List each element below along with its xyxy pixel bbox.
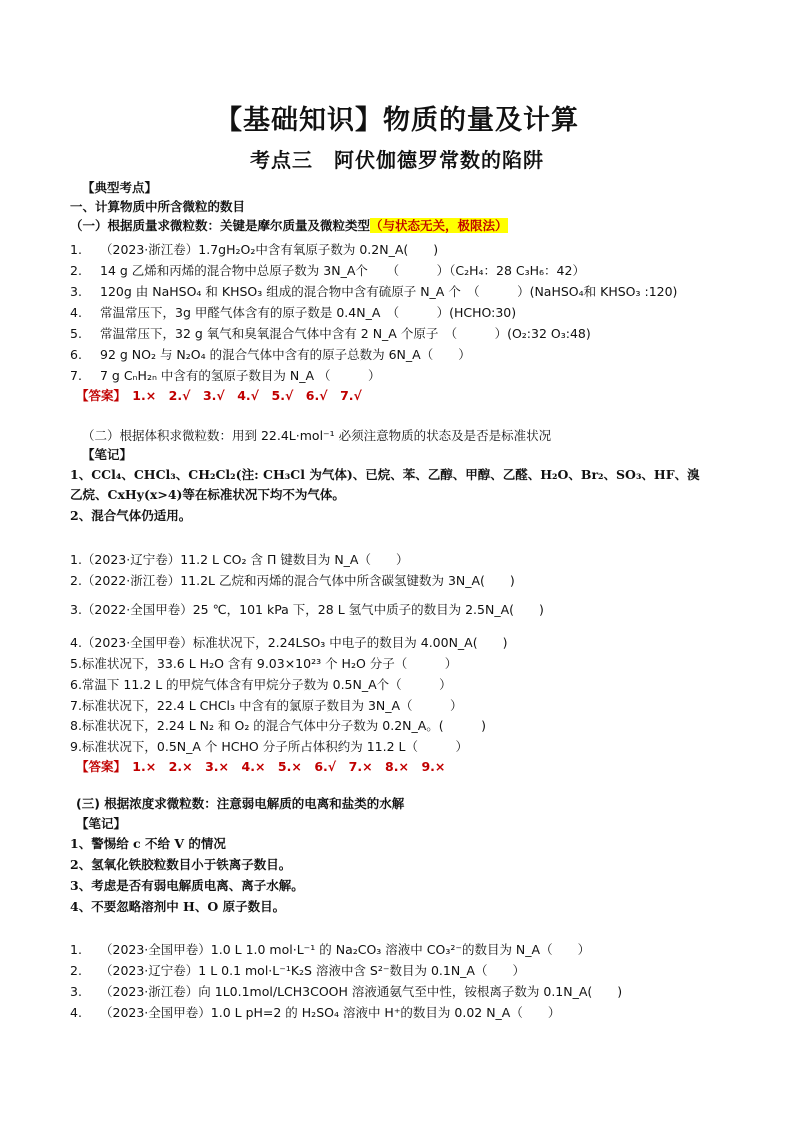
question-item: 2.（2022·浙江卷）11.2L 乙烷和丙烯的混合气体中所含碳氢键数为 3N_A( ) xyxy=(70,573,515,588)
question-item: 9.标准状况下，0.5N_A 个 HCHO 分子所占体积约为 11.2 L（ ） xyxy=(70,739,468,754)
question-number: 6. xyxy=(70,347,82,362)
highlight-note: （与状态无关，极限法） xyxy=(370,218,508,233)
question-item: 3.（2022·全国甲卷）25 ℃，101 kPa 下，28 L 氢气中质子的数目为 2.5N_A( ) xyxy=(70,602,544,617)
question-item xyxy=(70,305,516,321)
question-text: （2023·浙江卷）向 1L0.1mol/LCH3COOH 溶液通氨气至中性，铵根离子数为 0.1N_A( ) xyxy=(100,984,623,999)
question-number: 4. xyxy=(70,305,82,320)
question-item xyxy=(70,347,471,363)
question-item: 7.标准状况下，22.4 L CHCl₃ 中含有的氯原子数目为 3N_A（ ） xyxy=(70,698,463,713)
question-item xyxy=(70,263,585,279)
question-number: 1. xyxy=(70,242,82,257)
note-item: 乙烷、CxHy(x>4)等在标准状况下均不为气体。 xyxy=(70,487,345,502)
question-text: （2023·辽宁卷）1 L 0.1 mol·L⁻¹K₂S 溶液中含 S²⁻数目为 0.1N_A（ ） xyxy=(100,963,525,978)
question-number: 1. xyxy=(70,942,82,957)
subsection-heading: （二）根据体积求微粒数：用到 22.4L·mol⁻¹ 必须注意物质的状态及是否是标准状况 xyxy=(82,428,552,443)
question-item xyxy=(70,242,438,258)
question-item xyxy=(70,942,590,958)
question-number: 3. xyxy=(70,284,82,299)
question-text: 92 g NO₂ 与 N₂O₄ 的混合气体中含有的原子总数为 6N_A（ ） xyxy=(100,347,471,362)
question-item xyxy=(70,1005,560,1021)
answer-key: 【答案】 1.× 2.× 3.× 4.× 5.× 6.√ 7.× 8.× 9.× xyxy=(76,759,446,774)
question-item xyxy=(70,284,677,300)
question-text: 常温常压下，32 g 氧气和臭氧混合气体中含有 2 N_A 个原子 （ ）(O₂:32 O₃:48) xyxy=(100,326,591,341)
question-item: 5.标准状况下，33.6 L H₂O 含有 9.03×10²³ 个 H₂O 分子（ ） xyxy=(70,656,458,671)
question-text: 7 g CₙH₂ₙ 中含有的氢原子数目为 N_A （ ） xyxy=(100,368,381,383)
question-item xyxy=(70,963,525,979)
subsection-text: （一）根据质量求微粒数：关键是摩尔质量及微粒类型 xyxy=(70,218,371,233)
note-item: 1、警惕给 c 不给 V 的情况 xyxy=(70,836,226,851)
note-item: 1、CCl₄、CHCl₃、CH₂Cl₂(注: CH₃Cl 为气体)、已烷、苯、乙醇、甲醇、乙醛、H₂O、Br₂、SO₃、HF、溴 xyxy=(70,467,700,482)
notes-label: 【笔记】 xyxy=(76,816,127,831)
question-number: 2. xyxy=(70,963,82,978)
note-item: 2、氢氧化铁胶粒数目小于铁离子数目。 xyxy=(70,857,292,872)
question-item: 6.常温下 11.2 L 的甲烷气体含有甲烷分子数为 0.5N_A个（ ） xyxy=(70,677,452,692)
question-text: （2023·全国甲卷）1.0 L 1.0 mol·L⁻¹ 的 Na₂CO₃ 溶液中 CO₃²⁻的数目为 N_A（ ） xyxy=(100,942,591,957)
section-heading: 一、计算物质中所含微粒的数目 xyxy=(70,199,246,214)
note-item: 4、不要忽略溶剂中 H、O 原子数目。 xyxy=(70,899,286,914)
notes-label: 【笔记】 xyxy=(82,447,133,462)
note-item: 2、混合气体仍适用。 xyxy=(70,508,192,523)
question-item xyxy=(70,984,622,1000)
question-text: （2023·浙江卷）1.7gH₂O₂中含有氧原子数为 0.2N_A( ) xyxy=(100,242,439,257)
subsection-heading: (三) 根据浓度求微粒数：注意弱电解质的电离和盐类的水解 xyxy=(76,796,405,811)
question-text: （2023·全国甲卷）1.0 L pH=2 的 H₂SO₄ 溶液中 H⁺的数目为 0.02 N_A（ ） xyxy=(100,1005,561,1020)
question-item xyxy=(70,368,381,384)
question-item: 4.（2023·全国甲卷）标准状况下，2.24LSO₃ 中电子的数目为 4.00N_A( ) xyxy=(70,635,508,650)
page-title: 【基础知识】物质的量及计算 xyxy=(215,105,579,136)
question-number: 3. xyxy=(70,984,82,999)
question-item: 8.标准状况下，2.24 L N₂ 和 O₂ 的混合气体中分子数为 0.2N_A。( ) xyxy=(70,718,487,733)
question-number: 7. xyxy=(70,368,82,383)
question-text: 常温常压下，3g 甲醛气体含有的原子数是 0.4N_A （ ）(HCHO:30) xyxy=(100,305,517,320)
answer-key: 【答案】 1.× 2.√ 3.√ 4.√ 5.√ 6.√ 7.√ xyxy=(76,388,362,403)
question-number: 2. xyxy=(70,263,82,278)
question-text: 120g 由 NaHSO₄ 和 KHSO₃ 组成的混合物中含有硫原子 N_A 个 （ ）(NaHSO₄和 KHSO₃ :120) xyxy=(100,284,678,299)
subsection-heading xyxy=(70,218,508,234)
question-item xyxy=(70,326,591,342)
page-subtitle: 考点三 阿伏伽德罗常数的陷阱 xyxy=(250,148,544,172)
question-number: 4. xyxy=(70,1005,82,1020)
question-text: 14 g 乙烯和丙烯的混合物中总原子数为 3N_A个 （ ）（C₂H₄：28 C₃H₆：42） xyxy=(100,263,585,278)
note-item: 3、考虑是否有弱电解质电离、离子水解。 xyxy=(70,878,304,893)
question-number: 5. xyxy=(70,326,82,341)
section-label: 【典型考点】 xyxy=(82,180,158,195)
question-item: 1.（2023·辽宁卷）11.2 L CO₂ 含 Π 键数目为 N_A（ ） xyxy=(70,552,409,567)
